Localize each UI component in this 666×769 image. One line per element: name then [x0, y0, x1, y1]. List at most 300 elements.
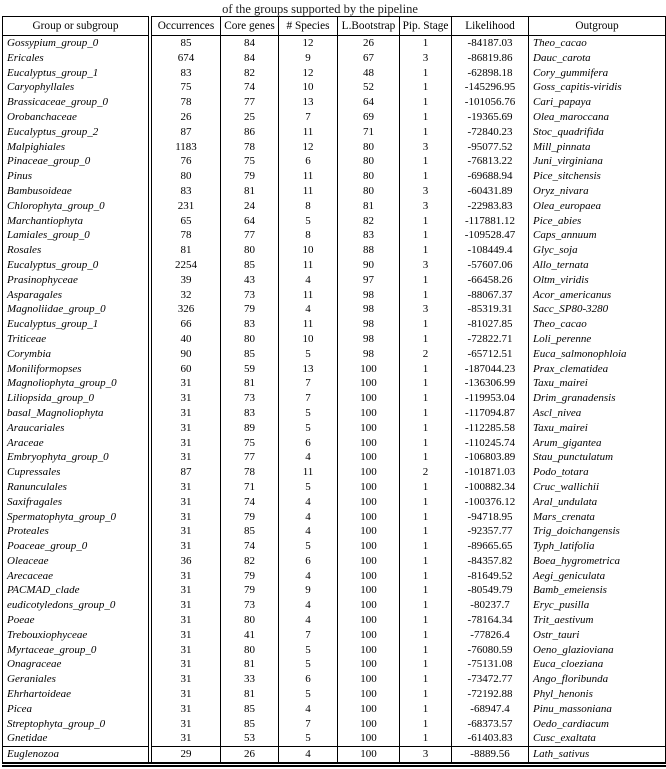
- outgroup-cell: Olea_europaea: [529, 199, 666, 214]
- likelihood-cell: -145296.95: [452, 80, 529, 95]
- num-species-cell: 7: [279, 717, 338, 732]
- group-name-cell: Pinus: [3, 169, 151, 184]
- pip-stage-cell: 3: [400, 199, 452, 214]
- l-bootstrap-cell: 71: [338, 125, 400, 140]
- table-row: [3, 628, 666, 643]
- outgroup-cell: Aegi_geniculata: [529, 569, 666, 584]
- l-bootstrap-cell: 26: [338, 36, 400, 51]
- core-genes-cell: 85: [221, 524, 279, 539]
- core-genes-cell: 89: [221, 421, 279, 436]
- table-row: [3, 643, 666, 658]
- l-bootstrap-cell: 81: [338, 199, 400, 214]
- pip-stage-cell: 1: [400, 628, 452, 643]
- outgroup-cell: Mill_pinnata: [529, 140, 666, 155]
- l-bootstrap-cell: 52: [338, 80, 400, 95]
- table-row: [3, 406, 666, 421]
- pip-stage-cell: 1: [400, 66, 452, 81]
- cropped-caption-text: of the groups supported by the pipeline: [222, 2, 418, 16]
- core-genes-cell: 85: [221, 717, 279, 732]
- occurrences-cell: 674: [150, 51, 221, 66]
- group-name-cell: Pinaceae_group_0: [3, 154, 151, 169]
- outgroup-cell: Stau_punctulatum: [529, 450, 666, 465]
- likelihood-cell: -65712.51: [452, 347, 529, 362]
- likelihood-cell: -76080.59: [452, 643, 529, 658]
- core-genes-cell: 85: [221, 258, 279, 273]
- occurrences-cell: 31: [150, 539, 221, 554]
- likelihood-cell: -84357.82: [452, 554, 529, 569]
- group-name-cell: Poaceae_group_0: [3, 539, 151, 554]
- num-species-cell: 9: [279, 583, 338, 598]
- l-bootstrap-cell: 100: [338, 583, 400, 598]
- occurrences-cell: 31: [150, 672, 221, 687]
- l-bootstrap-cell: 100: [338, 687, 400, 702]
- likelihood-cell: -68947.4: [452, 702, 529, 717]
- occurrences-cell: 76: [150, 154, 221, 169]
- occurrences-cell: 90: [150, 347, 221, 362]
- l-bootstrap-cell: 88: [338, 243, 400, 258]
- l-bootstrap-cell: 100: [338, 524, 400, 539]
- table-row: [3, 657, 666, 672]
- core-genes-cell: 82: [221, 66, 279, 81]
- core-genes-cell: 84: [221, 36, 279, 51]
- num-species-cell: 6: [279, 154, 338, 169]
- num-species-cell: 4: [279, 524, 338, 539]
- occurrences-cell: 31: [150, 376, 221, 391]
- num-species-cell: 12: [279, 36, 338, 51]
- core-genes-cell: 85: [221, 702, 279, 717]
- l-bootstrap-cell: 83: [338, 228, 400, 243]
- outgroup-cell: Cusc_exaltata: [529, 731, 666, 746]
- pip-stage-cell: 1: [400, 569, 452, 584]
- core-genes-cell: 74: [221, 495, 279, 510]
- outgroup-cell: Drim_granadensis: [529, 391, 666, 406]
- num-species-cell: 7: [279, 110, 338, 125]
- num-species-cell: 4: [279, 450, 338, 465]
- table-row: [3, 450, 666, 465]
- likelihood-cell: -106803.89: [452, 450, 529, 465]
- occurrences-cell: 31: [150, 450, 221, 465]
- num-species-cell: 7: [279, 628, 338, 643]
- outgroup-cell: Pinu_massoniana: [529, 702, 666, 717]
- table-row: [3, 228, 666, 243]
- likelihood-cell: -92357.77: [452, 524, 529, 539]
- l-bootstrap-cell: 100: [338, 495, 400, 510]
- table-header-row: [3, 17, 666, 36]
- l-bootstrap-cell: 100: [338, 362, 400, 377]
- group-name-cell: Bambusoideae: [3, 184, 151, 199]
- core-genes-cell: 86: [221, 125, 279, 140]
- core-genes-cell: 43: [221, 273, 279, 288]
- table-row: [3, 717, 666, 732]
- num-species-cell: 5: [279, 687, 338, 702]
- pip-stage-cell: 2: [400, 465, 452, 480]
- l-bootstrap-cell: 100: [338, 510, 400, 525]
- num-species-cell: 5: [279, 539, 338, 554]
- outgroup-cell: Theo_cacao: [529, 317, 666, 332]
- group-name-cell: Orobanchaceae: [3, 110, 151, 125]
- core-genes-cell: 73: [221, 288, 279, 303]
- group-name-cell: Asparagales: [3, 288, 151, 303]
- likelihood-cell: -68373.57: [452, 717, 529, 732]
- pip-stage-cell: 1: [400, 731, 452, 746]
- table-row: [3, 36, 666, 51]
- pip-stage-cell: 1: [400, 273, 452, 288]
- group-name-cell: Prasinophyceae: [3, 273, 151, 288]
- likelihood-cell: -187044.23: [452, 362, 529, 377]
- core-genes-cell: 79: [221, 569, 279, 584]
- table-row: [3, 199, 666, 214]
- occurrences-cell: 65: [150, 214, 221, 229]
- pip-stage-cell: 1: [400, 36, 452, 51]
- likelihood-cell: -84187.03: [452, 36, 529, 51]
- likelihood-cell: -62898.18: [452, 66, 529, 81]
- group-name-cell: Araucariales: [3, 421, 151, 436]
- group-name-cell: Picea: [3, 702, 151, 717]
- num-species-cell: 5: [279, 347, 338, 362]
- outgroup-cell: Phyl_henonis: [529, 687, 666, 702]
- table-row: [3, 687, 666, 702]
- core-genes-cell: 83: [221, 317, 279, 332]
- outgroup-cell: Dauc_carota: [529, 51, 666, 66]
- group-name-cell: basal_Magnoliophyta: [3, 406, 151, 421]
- occurrences-cell: 60: [150, 362, 221, 377]
- num-species-cell: 4: [279, 510, 338, 525]
- core-genes-cell: 78: [221, 140, 279, 155]
- occurrences-cell: 87: [150, 465, 221, 480]
- occurrences-cell: 31: [150, 731, 221, 746]
- occurrences-cell: 31: [150, 657, 221, 672]
- pip-stage-cell: 1: [400, 154, 452, 169]
- num-species-cell: 10: [279, 243, 338, 258]
- core-genes-cell: 53: [221, 731, 279, 746]
- core-genes-cell: 80: [221, 643, 279, 658]
- table-row: [3, 332, 666, 347]
- group-name-cell: Embryophyta_group_0: [3, 450, 151, 465]
- occurrences-cell: 1183: [150, 140, 221, 155]
- likelihood-cell: -86819.86: [452, 51, 529, 66]
- occurrences-cell: 326: [150, 302, 221, 317]
- outgroup-cell: Cari_papaya: [529, 95, 666, 110]
- num-species-cell: 6: [279, 436, 338, 451]
- occurrences-cell: 31: [150, 613, 221, 628]
- core-genes-cell: 81: [221, 687, 279, 702]
- outgroup-cell: Caps_annuum: [529, 228, 666, 243]
- group-name-cell: Magnoliophyta_group_0: [3, 376, 151, 391]
- table-row: [3, 554, 666, 569]
- pip-stage-cell: 1: [400, 539, 452, 554]
- l-bootstrap-cell: 80: [338, 169, 400, 184]
- pip-stage-cell: 1: [400, 421, 452, 436]
- l-bootstrap-cell: 82: [338, 214, 400, 229]
- pip-stage-cell: 1: [400, 406, 452, 421]
- num-species-cell: 11: [279, 169, 338, 184]
- table-row: [3, 436, 666, 451]
- num-species-cell: 6: [279, 672, 338, 687]
- num-species-cell: 5: [279, 406, 338, 421]
- group-name-cell: Poeae: [3, 613, 151, 628]
- core-genes-cell: 74: [221, 80, 279, 95]
- occurrences-cell: 66: [150, 317, 221, 332]
- outgroup-cell: Oryz_nivara: [529, 184, 666, 199]
- group-name-cell: Eucalyptus_group_2: [3, 125, 151, 140]
- likelihood-cell: -80549.79: [452, 583, 529, 598]
- table-row: [3, 421, 666, 436]
- table-row: [3, 598, 666, 613]
- l-bootstrap-cell: 100: [338, 747, 400, 765]
- num-species-cell: 12: [279, 140, 338, 155]
- likelihood-cell: -72822.71: [452, 332, 529, 347]
- core-genes-cell: 75: [221, 154, 279, 169]
- outgroup-cell: Allo_ternata: [529, 258, 666, 273]
- occurrences-cell: 31: [150, 495, 221, 510]
- likelihood-cell: -81649.52: [452, 569, 529, 584]
- group-name-cell: Lamiales_group_0: [3, 228, 151, 243]
- num-species-cell: 11: [279, 317, 338, 332]
- outgroup-cell: Boea_hygrometrica: [529, 554, 666, 569]
- num-species-cell: 4: [279, 569, 338, 584]
- pip-stage-cell: 1: [400, 288, 452, 303]
- occurrences-cell: 31: [150, 717, 221, 732]
- occurrences-cell: 40: [150, 332, 221, 347]
- likelihood-cell: -101056.76: [452, 95, 529, 110]
- core-genes-cell: 78: [221, 465, 279, 480]
- pip-stage-cell: 3: [400, 140, 452, 155]
- pip-stage-cell: 1: [400, 436, 452, 451]
- outgroup-cell: Bamb_emeiensis: [529, 583, 666, 598]
- column-header-l-bootstrap: L.Bootstrap: [338, 17, 400, 36]
- pip-stage-cell: 1: [400, 228, 452, 243]
- num-species-cell: 8: [279, 228, 338, 243]
- likelihood-cell: -100376.12: [452, 495, 529, 510]
- l-bootstrap-cell: 100: [338, 598, 400, 613]
- l-bootstrap-cell: 100: [338, 554, 400, 569]
- occurrences-cell: 31: [150, 598, 221, 613]
- occurrences-cell: 83: [150, 184, 221, 199]
- outgroup-cell: Trit_aestivum: [529, 613, 666, 628]
- group-name-cell: Cupressales: [3, 465, 151, 480]
- pip-stage-cell: 1: [400, 169, 452, 184]
- table-row: [3, 702, 666, 717]
- likelihood-cell: -72192.88: [452, 687, 529, 702]
- table-row: [3, 747, 666, 765]
- pip-stage-cell: 1: [400, 687, 452, 702]
- l-bootstrap-cell: 48: [338, 66, 400, 81]
- group-name-cell: Geraniales: [3, 672, 151, 687]
- group-name-cell: Myrtaceae_group_0: [3, 643, 151, 658]
- outgroup-cell: Juni_virginiana: [529, 154, 666, 169]
- table-row: [3, 258, 666, 273]
- pip-stage-cell: 1: [400, 243, 452, 258]
- occurrences-cell: 78: [150, 228, 221, 243]
- core-genes-cell: 79: [221, 302, 279, 317]
- likelihood-cell: -19365.69: [452, 110, 529, 125]
- outgroup-cell: Acor_americanus: [529, 288, 666, 303]
- pip-stage-cell: 3: [400, 184, 452, 199]
- num-species-cell: 11: [279, 184, 338, 199]
- table-row: [3, 243, 666, 258]
- table-row: [3, 317, 666, 332]
- likelihood-cell: -76813.22: [452, 154, 529, 169]
- likelihood-cell: -108449.4: [452, 243, 529, 258]
- likelihood-cell: -117094.87: [452, 406, 529, 421]
- cropped-caption-fragment: [0, 0, 640, 16]
- occurrences-cell: 83: [150, 66, 221, 81]
- num-species-cell: 7: [279, 376, 338, 391]
- pip-stage-cell: 1: [400, 598, 452, 613]
- table-row: [3, 510, 666, 525]
- table-row: [3, 362, 666, 377]
- core-genes-cell: 41: [221, 628, 279, 643]
- table-row: [3, 214, 666, 229]
- l-bootstrap-cell: 100: [338, 406, 400, 421]
- occurrences-cell: 31: [150, 628, 221, 643]
- likelihood-cell: -110245.74: [452, 436, 529, 451]
- l-bootstrap-cell: 100: [338, 391, 400, 406]
- core-genes-cell: 25: [221, 110, 279, 125]
- num-species-cell: 12: [279, 66, 338, 81]
- core-genes-cell: 80: [221, 613, 279, 628]
- core-genes-cell: 77: [221, 95, 279, 110]
- outgroup-cell: Mars_crenata: [529, 510, 666, 525]
- l-bootstrap-cell: 98: [338, 302, 400, 317]
- likelihood-cell: -88067.37: [452, 288, 529, 303]
- pip-stage-cell: 1: [400, 510, 452, 525]
- likelihood-cell: -136306.99: [452, 376, 529, 391]
- group-name-cell: Trebouxiophyceae: [3, 628, 151, 643]
- pip-stage-cell: 1: [400, 554, 452, 569]
- likelihood-cell: -101871.03: [452, 465, 529, 480]
- l-bootstrap-cell: 100: [338, 376, 400, 391]
- l-bootstrap-cell: 100: [338, 421, 400, 436]
- num-species-cell: 5: [279, 643, 338, 658]
- column-header-core-genes: Core genes: [221, 17, 279, 36]
- core-genes-cell: 74: [221, 539, 279, 554]
- pip-stage-cell: 1: [400, 214, 452, 229]
- outgroup-cell: Theo_cacao: [529, 36, 666, 51]
- likelihood-cell: -60431.89: [452, 184, 529, 199]
- outgroup-cell: Sacc_SP80-3280: [529, 302, 666, 317]
- core-genes-cell: 80: [221, 332, 279, 347]
- occurrences-cell: 75: [150, 80, 221, 95]
- l-bootstrap-cell: 100: [338, 480, 400, 495]
- num-species-cell: 10: [279, 332, 338, 347]
- table-row: [3, 495, 666, 510]
- likelihood-cell: -77826.4: [452, 628, 529, 643]
- num-species-cell: 5: [279, 421, 338, 436]
- group-name-cell: Corymbia: [3, 347, 151, 362]
- core-genes-cell: 64: [221, 214, 279, 229]
- group-name-cell: Ehrhartoideae: [3, 687, 151, 702]
- l-bootstrap-cell: 64: [338, 95, 400, 110]
- table-row: [3, 125, 666, 140]
- outgroup-cell: Ango_floribunda: [529, 672, 666, 687]
- core-genes-cell: 81: [221, 657, 279, 672]
- occurrences-cell: 31: [150, 391, 221, 406]
- group-name-cell: Brassicaceae_group_0: [3, 95, 151, 110]
- table-row: [3, 613, 666, 628]
- l-bootstrap-cell: 98: [338, 288, 400, 303]
- occurrences-cell: 31: [150, 702, 221, 717]
- table-row: [3, 288, 666, 303]
- core-genes-cell: 75: [221, 436, 279, 451]
- pip-stage-cell: 1: [400, 643, 452, 658]
- outgroup-cell: Ascl_nivea: [529, 406, 666, 421]
- core-genes-cell: 33: [221, 672, 279, 687]
- core-genes-cell: 71: [221, 480, 279, 495]
- outgroup-cell: Typh_latifolia: [529, 539, 666, 554]
- table-row: [3, 539, 666, 554]
- l-bootstrap-cell: 100: [338, 628, 400, 643]
- table-row: [3, 154, 666, 169]
- occurrences-cell: 31: [150, 421, 221, 436]
- table-row: [3, 140, 666, 155]
- group-name-cell: Magnoliidae_group_0: [3, 302, 151, 317]
- pip-stage-cell: 1: [400, 110, 452, 125]
- table-row: [3, 376, 666, 391]
- core-genes-cell: 79: [221, 169, 279, 184]
- table-row: [3, 672, 666, 687]
- pip-stage-cell: 1: [400, 317, 452, 332]
- num-species-cell: 5: [279, 731, 338, 746]
- group-name-cell: Ericales: [3, 51, 151, 66]
- table-row: [3, 347, 666, 362]
- l-bootstrap-cell: 90: [338, 258, 400, 273]
- num-species-cell: 13: [279, 362, 338, 377]
- l-bootstrap-cell: 98: [338, 332, 400, 347]
- occurrences-cell: 78: [150, 95, 221, 110]
- l-bootstrap-cell: 100: [338, 539, 400, 554]
- occurrences-cell: 87: [150, 125, 221, 140]
- outgroup-cell: Cory_gummifera: [529, 66, 666, 81]
- l-bootstrap-cell: 67: [338, 51, 400, 66]
- outgroup-cell: Trig_doichangensis: [529, 524, 666, 539]
- l-bootstrap-cell: 80: [338, 140, 400, 155]
- outgroup-cell: Aral_undulata: [529, 495, 666, 510]
- table-row: [3, 51, 666, 66]
- results-table: [2, 16, 666, 767]
- outgroup-cell: Oltm_viridis: [529, 273, 666, 288]
- num-species-cell: 11: [279, 125, 338, 140]
- table-row: [3, 169, 666, 184]
- l-bootstrap-cell: 100: [338, 569, 400, 584]
- group-name-cell: Proteales: [3, 524, 151, 539]
- likelihood-cell: -95077.52: [452, 140, 529, 155]
- table-row: [3, 731, 666, 746]
- l-bootstrap-cell: 100: [338, 657, 400, 672]
- occurrences-cell: 80: [150, 169, 221, 184]
- l-bootstrap-cell: 100: [338, 643, 400, 658]
- core-genes-cell: 80: [221, 243, 279, 258]
- table-row: [3, 569, 666, 584]
- table-row: [3, 583, 666, 598]
- occurrences-cell: 81: [150, 243, 221, 258]
- likelihood-cell: -72840.23: [452, 125, 529, 140]
- group-name-cell: Eucalyptus_group_1: [3, 317, 151, 332]
- occurrences-cell: 31: [150, 583, 221, 598]
- outgroup-cell: Taxu_mairei: [529, 421, 666, 436]
- outgroup-cell: Eryc_pusilla: [529, 598, 666, 613]
- group-name-cell: Araceae: [3, 436, 151, 451]
- core-genes-cell: 77: [221, 450, 279, 465]
- outgroup-cell: Loli_perenne: [529, 332, 666, 347]
- occurrences-cell: 36: [150, 554, 221, 569]
- likelihood-cell: -57607.06: [452, 258, 529, 273]
- likelihood-cell: -117881.12: [452, 214, 529, 229]
- pip-stage-cell: 1: [400, 450, 452, 465]
- occurrences-cell: 31: [150, 524, 221, 539]
- outgroup-cell: Taxu_mairei: [529, 376, 666, 391]
- pip-stage-cell: 1: [400, 495, 452, 510]
